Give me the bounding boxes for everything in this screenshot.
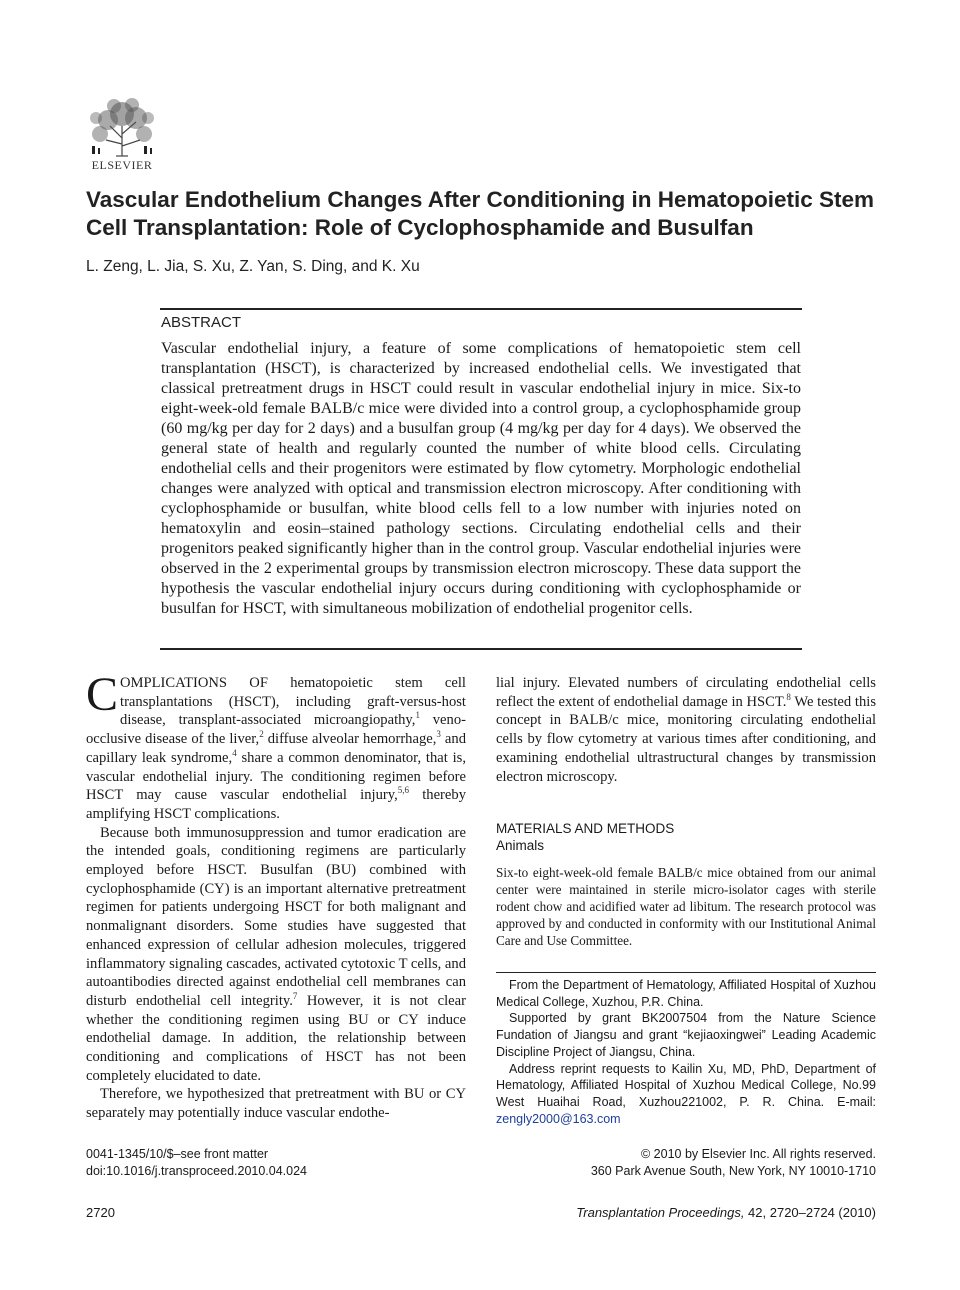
- intro-paragraph-2: Because both immunosuppression and tumor eradication are the intended goals, conditioning regimens are particularly employed before HSCT. Busulfan (BU) combined with cyclophosphamide (CY) is an important alternative pretreatment regimen for patients undergoing HSCT for both malignant and nonmalignant disorders. Some studies have suggested that enhanced expression of cellular adhesion molecules, triggered inflammatory signaling cascades, activated cytotoxic T cells, and autoantibodies directed against endothelial cell membranes can disturb endothelial cell integrity.$^7$ However, it is not clear whether the conditioning regimen using BU or CY induce endothelial damage. In addition, the relationship between conditioning and complications of HSCT has not been completely elucidated to date.: [86, 824, 466, 1084]
- abstract-body: Vascular endothelial injury, a feature of some complications of hematopoietic stem cell transplantation (HSCT), is characterized by increased endothelial cells. We investigated that classical pretreatment drugs in HSCT could result in vascular endothelial injury in mice. Six-to eight-week-old female BALB/c mice were divided into a control group, a cyclophosphamide group (60 mg/kg per day for 2 days) and a busulfan group (4 mg/kg per day for 4 days). We observed the general state of health and regularly counted the number of white blood cells. Circulating endothelial cells and their progenitors were estimated by flow cytometry. Morphologic endothelial changes were analyzed with optical and transmission electron microscopy. After conditioning with cyclophosphamide or busulfan, white blood cells fell to a low number with injuries noted on hematoxylin and eosin–stained pathology sections. Circulating endothelial cells and their progenitors peaked significantly higher than in the control group. Vascular endothelial injuries were observed in the 2 experimental groups by transmission electron microscopy. These data support the hypothesis the vascular endothelial injury occurs during conditioning with cyclophosphamide or busulfan for HSCT, with simultaneous mobilization of endothelial progenitor cells.: [161, 340, 801, 617]
- citation-ref[interactable]: 7: [292, 991, 298, 1002]
- journal-name: Transplantation Proceedings,: [576, 1205, 745, 1220]
- page-number: 2720: [86, 1205, 115, 1220]
- footnote-funding: Supported by grant BK2007504 from the Nature Science Fundation of Jiangsu and grant “kejiaoxingwei” Leading Academic Discipline Project of Jiangsu, China.: [496, 1011, 876, 1059]
- abstract-bottom-rule: [160, 648, 802, 650]
- intro-paragraph-1: COMPLICATIONS OF hematopoietic stem cell transplantations (HSCT), including graft-versus-host disease, transplant-associated microangiopathy,$^1$ veno-occlusive disease of the liver,$^2$ diffuse alveolar hemorrhage,$^3$ and capillary leak syndrome,$^4$ share a common denominator, that is, vascular endothelial injury. The conditioning regimen before HSCT may cause vascular endothelial injury,$^{5,6}$ thereby amplifying HSCT complications.: [86, 668, 466, 822]
- copyright-line: © 2010 by Elsevier Inc. All rights reserved.: [640, 1147, 876, 1161]
- publisher-address: 360 Park Avenue South, New York, NY 10010-1710: [590, 1163, 876, 1178]
- citation-ref[interactable]: 8: [786, 691, 791, 702]
- footnote-affiliation: From the Department of Hematology, Affiliated Hospital of Xuzhou Medical College, Xuzhou, P.R. China.: [496, 978, 876, 1009]
- elsevier-tree-icon: [86, 96, 158, 158]
- citation-ref[interactable]: 4: [232, 747, 237, 758]
- citation-ref[interactable]: 5,6: [397, 785, 409, 796]
- intro-paragraph-3: Therefore, we hypothesized that pretreatment with BU or CY separately may potentially induce vascular endothe-: [86, 1086, 466, 1122]
- article-authors: L. Zeng, L. Jia, S. Xu, Z. Yan, S. Ding, and K. Xu: [86, 258, 420, 275]
- abstract-heading: ABSTRACT: [161, 314, 242, 331]
- front-matter-info: [86, 1146, 307, 1179]
- subsection-heading-animals: Animals: [496, 838, 545, 854]
- footnotes: [496, 977, 876, 1127]
- methods-animals-body: Six-to eight-week-old female BALB/c mice obtained from our animal center were maintained in sterile micro-isolator cages with sterile rodent chow and acidified water ad libitum. The research protocol was approved by and conducted in conformity with our Institutional Animal Care and Use Committee.: [496, 865, 876, 949]
- footnote-address: Address reprint requests to Kailin Xu, MD, PhD, Department of Hematology, Affiliated Hospital of Xuzhou Medical College, No.99 West Huaihai Road, Xuzhou221002, P. R. China. E-mail: zengly2000@163.com: [496, 1061, 876, 1126]
- abstract-top-rule: [160, 308, 802, 310]
- intro-lead: OMPLICATIONS OF: [120, 675, 268, 691]
- elsevier-logo-text: ELSEVIER: [91, 158, 153, 172]
- citation-ref[interactable]: 3: [436, 729, 441, 740]
- email-link[interactable]: zengly2000@163.com: [496, 1111, 621, 1126]
- citation-ref[interactable]: 2: [259, 729, 264, 740]
- intro-paragraph-3-continued: lial injury. Elevated numbers of circulating endothelial cells reflect the extent of endothelial damage in HSCT.$^8$ We tested this concept in BALB/c mice, monitoring circulating endothelial cells by flow cytometry at various times after conditioning, and examining endothelial ultrastructural changes by transmission electron microscopy.: [496, 675, 876, 785]
- journal-volume-pages: 42, 2720–2724 (2010): [744, 1205, 876, 1220]
- left-column: [86, 668, 466, 1123]
- right-column: [496, 674, 876, 949]
- issn-line: 0041-1345/10/$–see front matter: [86, 1147, 269, 1161]
- footnote-rule: [496, 972, 876, 973]
- doi-line[interactable]: doi:10.1016/j.transproceed.2010.04.024: [86, 1163, 308, 1178]
- drop-cap: C: [86, 668, 119, 721]
- journal-citation: [576, 1205, 876, 1220]
- article-title: Vascular Endothelium Changes After Conditioning in Hematopoietic Stem Cell Transplantation: Role of Cyclophosphamide and Busulfan: [86, 187, 875, 240]
- elsevier-logo: [86, 96, 158, 176]
- citation-ref[interactable]: 1: [415, 710, 420, 721]
- copyright-info: [591, 1146, 876, 1179]
- section-heading-methods: MATERIALS AND METHODS: [496, 821, 675, 837]
